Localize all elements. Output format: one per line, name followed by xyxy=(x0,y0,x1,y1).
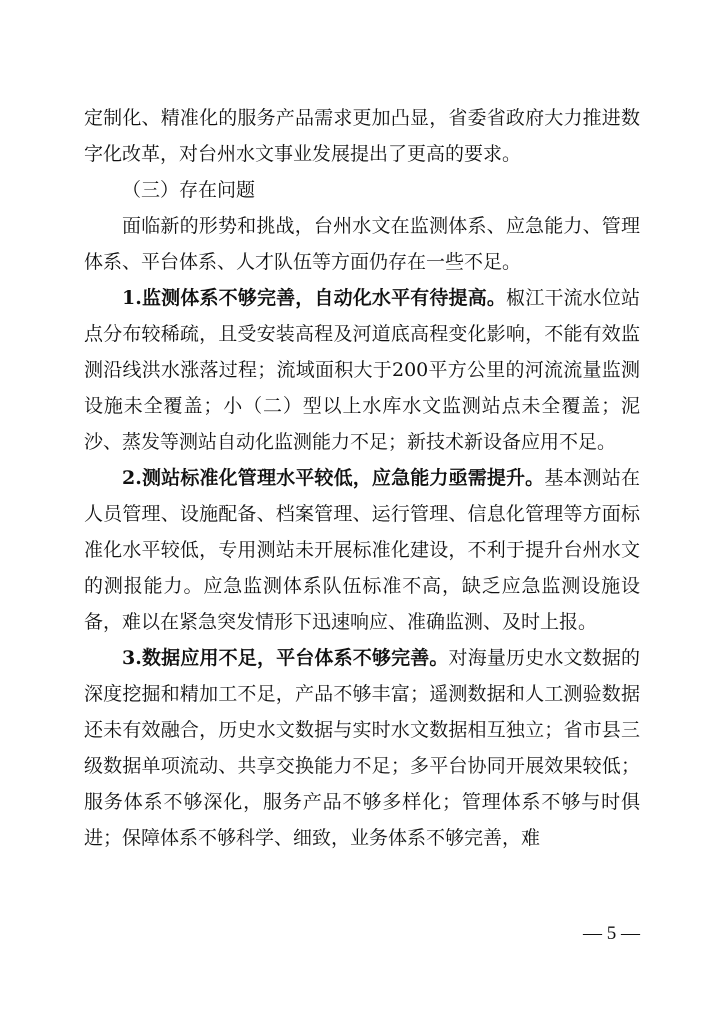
item-3-heading: 3.数据应用不足，平台体系不够完善。 xyxy=(122,647,449,669)
paragraph-continued: 定制化、精准化的服务产品需求更加凸显，省委省政府大力推进数字化改革，对台州水文事业发展提出了更高的要求。 xyxy=(84,107,640,165)
item-1-text: 椒江干流水位站点分布较稀疏，且受安装高程及河道底高程变化影响，不能有效监测沿线洪水涨落过程；流域面积大于200平方公里的河流流量监测设施未全覆盖；小（二）型以上水库水文监测站点未全覆盖；泥沙、蒸发等测站自动化监测能力不足；新技术新设备应用不足。 xyxy=(84,287,640,453)
section-heading: （三）存在问题 xyxy=(122,179,256,201)
item-3-text: 对海量历史水文数据的深度挖掘和精加工不足，产品不够丰富；遥测数据和人工测验数据还未有效融合，历史水文数据与实时水文数据相互独立；省市县三级数据单项流动、共享交换能力不足；多平台协同开展效果较低；服务体系不够深化，服务产品不够多样化；管理体系不够与时俱进；保障体系不够科学、细致，业务体系不够完善，难 xyxy=(84,647,640,849)
paragraph-item-2 xyxy=(84,460,640,640)
page-number: — 5 — xyxy=(583,923,640,944)
item-2-heading: 2.测站标准化管理水平较低，应急能力亟需提升。 xyxy=(122,467,545,489)
item-1-heading: 1.监测体系不够完善，自动化水平有待提高。 xyxy=(122,287,507,309)
paragraph-item-1 xyxy=(84,280,640,460)
paragraph-intro: 面临新的形势和挑战，台州水文在监测体系、应急能力、管理体系、平台体系、人才队伍等方面仍存在一些不足。 xyxy=(84,215,640,273)
body-text xyxy=(84,100,640,856)
paragraph-item-3 xyxy=(84,640,640,856)
item-2-text: 基本测站在人员管理、设施配备、档案管理、运行管理、信息化管理等方面标准化水平较低，专用测站未开展标准化建设，不利于提升台州水文的测报能力。应急监测体系队伍标准不高，缺乏应急监测设施设备，难以在紧急突发情形下迅速响应、准确监测、及时上报。 xyxy=(84,467,640,633)
